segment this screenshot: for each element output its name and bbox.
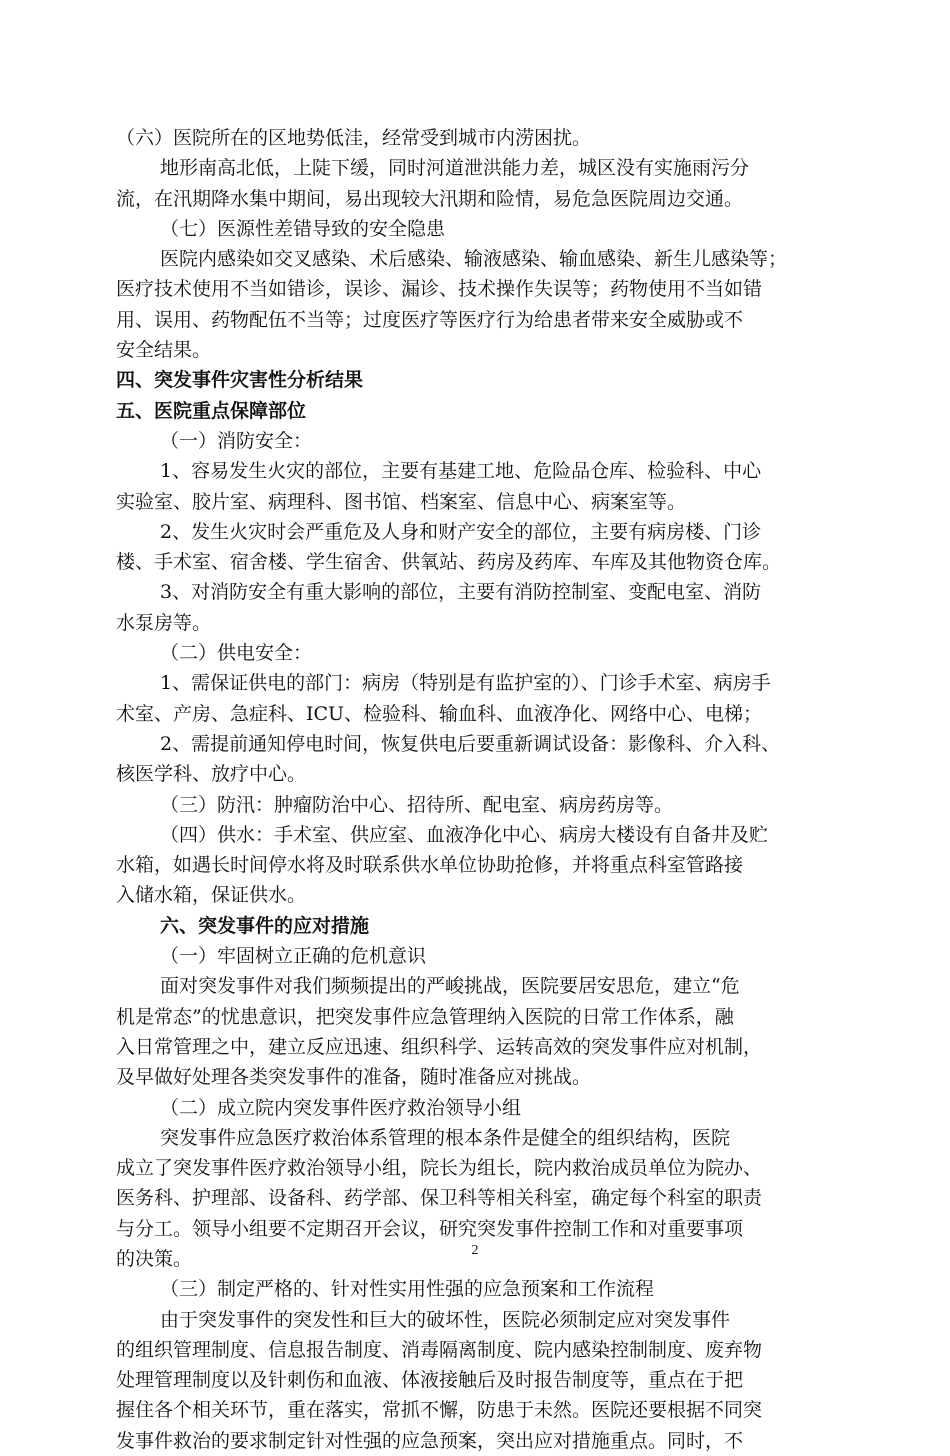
- subheading: （三）制定严格的、针对性实用性强的应急预案和工作流程: [160, 1278, 655, 1301]
- paragraph-line: 突发事件应急医疗救治体系管理的根本条件是健全的组织结构，医院: [160, 1126, 731, 1149]
- subheading: （一）牢固树立正确的危机意识: [160, 945, 427, 968]
- subheading: （七）医源性差错导致的安全隐患: [160, 217, 446, 240]
- paragraph-line: 由于突发事件的突发性和巨大的破坏性，医院必须制定应对突发事件: [160, 1308, 731, 1331]
- paragraph-line: 水泵房等。: [116, 611, 212, 634]
- paragraph-line: 医院内感染如交叉感染、术后感染、输液感染、输血感染、新生儿感染等；: [160, 248, 788, 271]
- subheading: （二）供电安全：: [160, 642, 313, 665]
- paragraph-line: 地形南高北低，上陡下缓，同时河道泄洪能力差，城区没有实施雨污分: [160, 157, 750, 180]
- paragraph-line: 成立了突发事件医疗救治领导小组，院长为组长，院内救治成员单位为院办、: [116, 1157, 763, 1180]
- paragraph-line: （六）医院所在的区地势低洼，经常受到城市内涝困扰。: [116, 127, 592, 149]
- paragraph-line: 1、容易发生火灾的部位，主要有基建工地、危险品仓库、检验科、中心: [160, 460, 762, 483]
- paragraph-line: 及早做好处理各类突发事件的准备，随时准备应对挑战。: [116, 1066, 592, 1089]
- paragraph-line: 与分工。领导小组要不定期召开会议，研究突发事件控制工作和对重要事项: [116, 1217, 744, 1240]
- paragraph-line: 术室、产房、急症科、ICU、检验科、输血科、血液净化、网络中心、电梯；: [116, 702, 763, 725]
- paragraph-line: 握住各个相关环节，重在落实，常抓不懈，防患于未然。医院还要根据不同突: [116, 1399, 763, 1422]
- paragraph-line: 2、发生火灾时会严重危及人身和财产安全的部位，主要有病房楼、门诊: [160, 520, 762, 543]
- paragraph-line: 机是常态”的忧患意识，把突发事件应急管理纳入医院的日常工作体系，融: [116, 1005, 734, 1028]
- paragraph-line: 医疗技术使用不当如错诊，误诊、漏诊、技术操作失误等；药物使用不当如错: [116, 278, 763, 301]
- paragraph-line: 3、对消防安全有重大影响的部位，主要有消防控制室、变配电室、消防: [160, 581, 762, 604]
- paragraph-line: 水箱，如遇长时间停水将及时联系供水单位协助抢修，并将重点科室管路接: [116, 854, 744, 877]
- section-heading: 六、突发事件的应对措施: [160, 914, 370, 937]
- paragraph-line: （三）防汛：肿瘤防治中心、招待所、配电室、病房药房等。: [160, 793, 674, 816]
- paragraph-line: 发事件救治的要求制定针对性强的应急预案，突出应对措施重点。同时，不: [116, 1429, 744, 1452]
- subheading: （一）消防安全：: [160, 429, 313, 452]
- section-heading: 五、医院重点保障部位: [116, 399, 307, 422]
- paragraph-line: 处理管理制度以及针刺伤和血液、体液接触后及时报告制度等，重点在于把: [116, 1369, 744, 1392]
- paragraph-line: 1、需保证供电的部门：病房（特别是有监护室的）、门诊手术室、病房手: [160, 672, 771, 695]
- paragraph-line: 实验室、胶片室、病理科、图书馆、档案室、信息中心、病案室等。: [116, 490, 687, 513]
- paragraph-line: 入储水箱，保证供水。: [116, 884, 307, 907]
- paragraph-line: 入日常管理之中，建立反应迅速、组织科学、运转高效的突发事件应对机制，: [116, 1035, 763, 1058]
- paragraph-line: 医务科、护理部、设备科、药学部、保卫科等相关科室，确定每个科室的职责: [116, 1187, 763, 1210]
- paragraph-line: 的组织管理制度、信息报告制度、消毒隔离制度、院内感染控制制度、废弃物: [116, 1338, 763, 1361]
- paragraph-line: 2、需提前通知停电时间，恢复供电后要重新调试设备：影像科、介入科、: [160, 732, 781, 755]
- page-number: 2: [471, 1243, 479, 1258]
- paragraph-line: 用、误用、药物配伍不当等；过度医疗等医疗行为给患者带来安全威胁或不: [116, 308, 744, 331]
- section-heading: 四、突发事件灾害性分析结果: [116, 369, 364, 392]
- paragraph-line: 流，在汛期降水集中期间，易出现较大汛期和险情，易危急医院周边交通。: [116, 187, 744, 210]
- subheading: （二）成立院内突发事件医疗救治领导小组: [160, 1096, 522, 1119]
- paragraph-line: （四）供水：手术室、供应室、血液净化中心、病房大楼设有自备井及贮: [160, 823, 769, 846]
- paragraph-line: 安全结果。: [116, 339, 212, 362]
- paragraph-line: 楼、手术室、宿舍楼、学生宿舍、供氧站、药房及药库、车库及其他物资仓库。: [116, 551, 782, 574]
- paragraph-line: 面对突发事件对我们频频提出的严峻挑战，医院要居安思危，建立“危: [160, 975, 740, 998]
- paragraph-line: 核医学科、放疗中心。: [116, 763, 307, 786]
- paragraph-line: 的决策。: [116, 1247, 193, 1270]
